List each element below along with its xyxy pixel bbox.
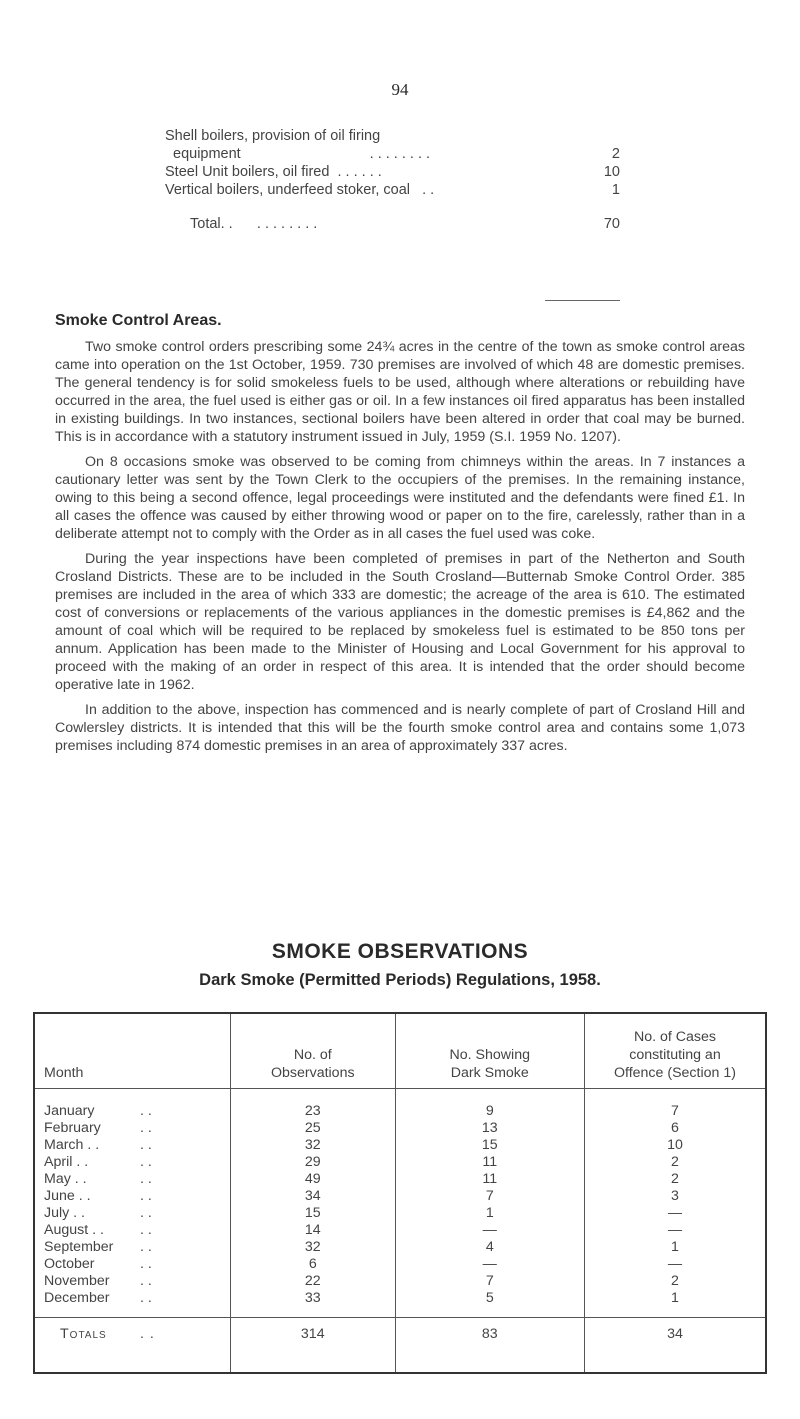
paragraph: Two smoke control orders prescribing some 24¾ acres in the centre of the town as smoke control areas came into operation on the 1st October, 1959. 730 premises are involved of which 48 are domestic premises. The general tendency is for solid smokeless fuels to be used, although where alterations or rebuilding have occurred in the area, the fuel used is either gas or oil. In a few instances oil fired apparatus has been installed in existing buildings. In two instances, sectional boilers have been altered in order that coal may be burned. This is in accordance with a statutory instrument issued in July, 1959 (S.I. 1959 No. 1207).	[55, 339, 745, 445]
observations-title: SMOKE OBSERVATIONS	[271, 940, 529, 963]
observations-cell: 32	[230, 1137, 395, 1154]
offences-cell: —	[584, 1222, 766, 1239]
leader-dots: . .	[140, 1273, 152, 1289]
leader-dots: . .	[140, 1171, 152, 1187]
observations-cell: 32	[230, 1239, 395, 1256]
boiler-label: Steel Unit boilers, oil fired . . . . . .	[165, 164, 382, 180]
leader-dots: . . . . . . . .	[256, 216, 318, 232]
observations-table	[33, 1012, 767, 1374]
table-row	[34, 1256, 766, 1273]
boiler-total-label: Total. . . . . . . . . .	[190, 216, 318, 232]
offences-cell: 6	[584, 1120, 766, 1137]
observations-cell: 33	[230, 1290, 395, 1318]
table-row	[34, 1222, 766, 1239]
observations-cell: 6	[230, 1256, 395, 1273]
paragraph: On 8 occasions smoke was observed to be coming from chimneys within the areas. In 7 instances a cautionary letter was sent by the Town Clerk to the occupiers of the premises. In the remaining instance, owing to this being a second offence, legal proceedings were instituted and the defendants were fined £1. In all cases the offence was caused by either throwing wood or paper on to the fire, carelessly, rather than in a deliberate attempt not to comply with the Order as in all cases the fuel used was coke.	[55, 454, 745, 542]
leader-dots: . .	[140, 1222, 152, 1238]
totals-offences: 34	[584, 1318, 766, 1374]
boiler-value: 1	[611, 182, 620, 198]
boiler-list	[165, 127, 620, 233]
dark-smoke-cell: 7	[395, 1273, 584, 1290]
paragraph: In addition to the above, inspection has commenced and is nearly complete of part of Crosland Hill and Cowlersley districts. It is intended that this will be the fourth smoke control area and contains some 1,073 premises including 874 domestic premises in an area of approximately 337 acres.	[55, 702, 745, 754]
observations-cell: 23	[230, 1089, 395, 1121]
month-cell: July . . . .	[44, 1205, 152, 1221]
table-row	[34, 1205, 766, 1222]
table-row	[34, 1188, 766, 1205]
dark-smoke-cell: 11	[395, 1154, 584, 1171]
table-row	[34, 1120, 766, 1137]
page-number: 94	[391, 80, 409, 99]
dark-smoke-cell: 9	[395, 1089, 584, 1121]
dark-smoke-cell: 11	[395, 1171, 584, 1188]
offences-cell: —	[584, 1205, 766, 1222]
boiler-value: 10	[603, 164, 620, 180]
offences-cell: 3	[584, 1188, 766, 1205]
month-cell: November . .	[44, 1273, 152, 1289]
dark-smoke-cell: —	[395, 1222, 584, 1239]
boiler-value: 2	[611, 146, 620, 162]
boiler-row	[165, 127, 620, 145]
boiler-label: Vertical boilers, underfeed stoker, coal . .	[165, 182, 435, 198]
totals-label: Totals . .	[60, 1326, 155, 1342]
dark-smoke-cell: 4	[395, 1239, 584, 1256]
boiler-row	[165, 145, 620, 163]
section-heading: Smoke Control Areas.	[55, 312, 222, 329]
observations-cell: 29	[230, 1154, 395, 1171]
offences-cell: —	[584, 1256, 766, 1273]
table-row	[34, 1290, 766, 1318]
month-cell: January . .	[44, 1103, 152, 1119]
table-row	[34, 1171, 766, 1188]
boiler-row	[165, 163, 620, 181]
header-month: Month	[44, 1065, 84, 1081]
month-cell: February . .	[44, 1120, 152, 1136]
observations-cell: 14	[230, 1222, 395, 1239]
month-cell: March . . . .	[44, 1137, 152, 1153]
month-cell: April . . . .	[44, 1154, 152, 1170]
observations-cell: 22	[230, 1273, 395, 1290]
dark-smoke-cell: —	[395, 1256, 584, 1273]
observations-subtitle: Dark Smoke (Permitted Periods) Regulations, 1958.	[199, 971, 601, 989]
leader-dots: . .	[140, 1205, 152, 1221]
offences-cell: 2	[584, 1171, 766, 1188]
leader-dots: . .	[140, 1103, 152, 1119]
offences-cell: 2	[584, 1154, 766, 1171]
totals-observations: 314	[230, 1318, 395, 1374]
header-offences: No. of Cases constituting an Offence (Section 1)	[584, 1013, 766, 1089]
leader-dots: . .	[140, 1290, 152, 1306]
header-observations: No. of Observations	[230, 1013, 395, 1089]
month-cell: May . . . .	[44, 1171, 152, 1187]
offences-cell: 1	[584, 1239, 766, 1256]
leader-dots: . .	[140, 1239, 152, 1255]
boiler-label: equipment . . . . . . . .	[173, 146, 431, 162]
month-cell: December . .	[44, 1290, 152, 1306]
boiler-total-row	[165, 215, 620, 233]
observations-cell: 34	[230, 1188, 395, 1205]
observations-cell: 49	[230, 1171, 395, 1188]
dark-smoke-cell: 1	[395, 1205, 584, 1222]
leader-dots: . .	[140, 1137, 152, 1153]
paragraph: During the year inspections have been completed of premises in part of the Netherton and South Crosland Districts. These are to be included in the South Crosland—Butternab Smoke Control Order. 385 premises are included in the area of which 333 are domestic; the acreage of the area is 610. The estimated cost of conversions or replacements of the various appliances in the domestic premises is £4,862 and the amount of coal which will be required to be replaced by smokeless fuel is estimated to be 850 tons per annum. Application has been made to the Minister of Housing and Local Government for his approval to proceed with the making of an order in respect of this area. It is intended that the order should become operative late in 1962.	[55, 551, 745, 693]
leader-dots: . .	[422, 182, 435, 198]
month-cell: June . . . .	[44, 1188, 152, 1204]
total-rule	[545, 300, 620, 301]
month-cell: September . .	[44, 1239, 152, 1255]
month-cell: October . .	[44, 1256, 152, 1272]
boiler-label: Shell boilers, provision of oil firing	[165, 128, 381, 144]
dark-smoke-cell: 15	[395, 1137, 584, 1154]
offences-cell: 2	[584, 1273, 766, 1290]
dark-smoke-cell: 13	[395, 1120, 584, 1137]
body-text	[55, 338, 745, 762]
leader-dots: . .	[140, 1154, 152, 1170]
leader-dots: . .	[140, 1256, 152, 1272]
table-row	[34, 1239, 766, 1256]
observations-cell: 25	[230, 1120, 395, 1137]
boiler-row	[165, 181, 620, 199]
observations-cell: 15	[230, 1205, 395, 1222]
table-row	[34, 1137, 766, 1154]
table-row	[34, 1273, 766, 1290]
totals-row	[34, 1318, 766, 1374]
table-row	[34, 1089, 766, 1121]
leader-dots: . . . . . .	[337, 164, 382, 180]
month-cell: August . . . .	[44, 1222, 152, 1238]
header-dark-smoke: No. Showing Dark Smoke	[395, 1013, 584, 1089]
leader-dots: . . . . . . . .	[369, 146, 431, 162]
table-row	[34, 1154, 766, 1171]
table-header-row	[34, 1013, 766, 1089]
offences-cell: 1	[584, 1290, 766, 1318]
leader-dots: . .	[140, 1188, 152, 1204]
offences-cell: 7	[584, 1089, 766, 1121]
leader-dots: . .	[140, 1120, 152, 1136]
dark-smoke-cell: 7	[395, 1188, 584, 1205]
totals-dark-smoke: 83	[395, 1318, 584, 1374]
offences-cell: 10	[584, 1137, 766, 1154]
boiler-value	[590, 127, 620, 145]
dark-smoke-cell: 5	[395, 1290, 584, 1318]
leader-dots: . .	[140, 1326, 155, 1342]
boiler-total-value: 70	[603, 216, 620, 232]
